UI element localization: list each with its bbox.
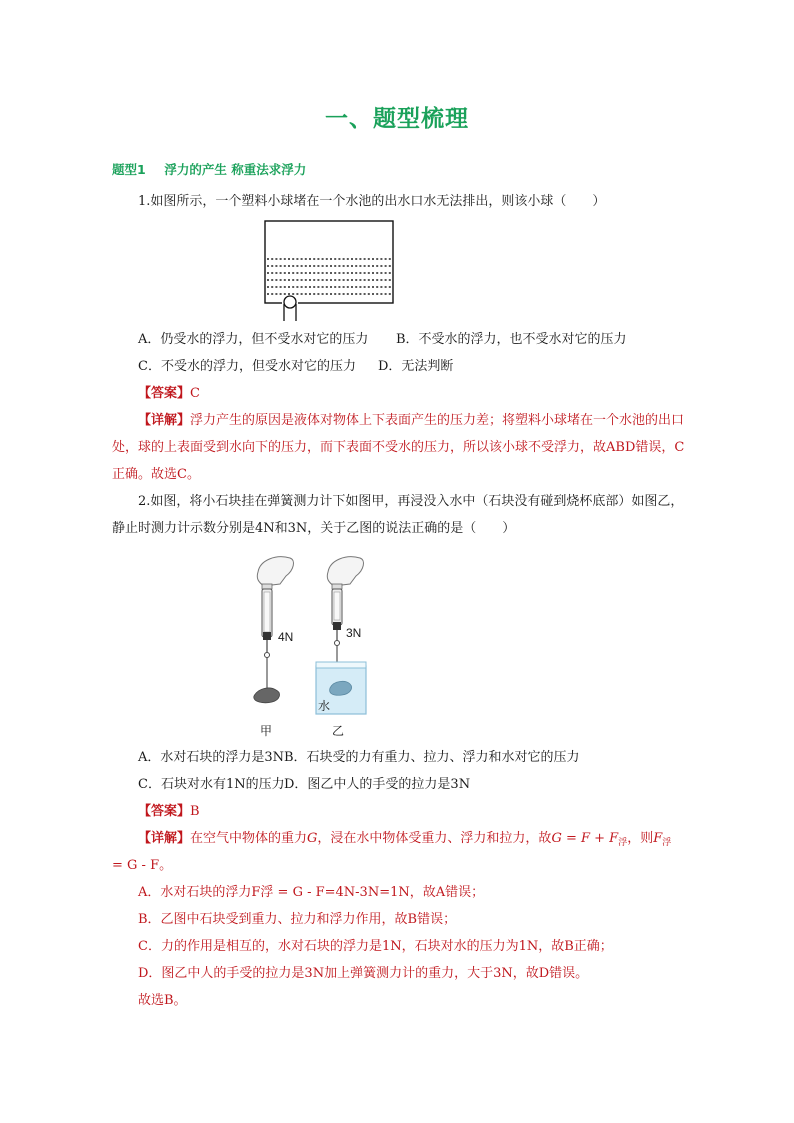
q2-detail-tag: 【详解】 [138, 831, 191, 846]
q2-detail-line1 [138, 829, 671, 853]
water-label: 水 [318, 699, 331, 713]
q2-answer-value: B [190, 804, 200, 819]
q1-detail-line1 [138, 411, 684, 431]
right-caption: 乙 [332, 724, 345, 738]
hand-right-icon [327, 557, 363, 586]
q2-options-cd [138, 775, 470, 795]
q1-figure-tank [262, 218, 396, 322]
q1-stem: 1.如图所示，一个塑料小球堵在一个水池的出水口水无法排出，则该小球（ ） [138, 194, 606, 209]
q2-option-d: D．图乙中人的手受的拉力是3N [284, 777, 471, 792]
q2-stem-line1: 2.如图，将小石块挂在弹簧测力计下如图甲，再浸没入水中（石块没有碰到烧杯底部）如图乙， [138, 494, 684, 509]
left-caption: 甲 [260, 724, 273, 738]
q2-option-c: C．石块对水有1N的压力 [138, 777, 285, 792]
q1-option-d: D．无法判断 [378, 359, 454, 374]
q1-options-ab [138, 330, 627, 350]
water-lines [267, 259, 391, 294]
q2-detail-a: A．水对石块的浮力F浮 = G - F=4N-3N=1N，故A错误； [138, 885, 485, 900]
q1-option-b: B．不受水的浮力，也不受水对它的压力 [396, 332, 627, 347]
right-reading: 3N [346, 626, 362, 640]
q2-stem-line2: 静止时测力计示数分别是4N和3N，关于乙图的说法正确的是（ ） [112, 521, 516, 536]
q2-conclusion: 故选B。 [138, 993, 187, 1008]
spring-scale-figure [240, 552, 380, 742]
q1-detail-tag: 【详解】 [138, 413, 191, 428]
section-text: 浮力的产生 称重法求浮力 [164, 162, 307, 177]
plastic-ball [284, 296, 296, 308]
q2-detail-text-b: ，浸在水中物体受重力、浮力和拉力，故 [317, 831, 552, 846]
q2-detail-d: D．图乙中人的手受的拉力是3N加上弹簧测力计的重力，大于3N，故D错误。 [138, 966, 589, 981]
q1-detail-line2: 处，球的上表面受到水向下的压力，而下表面不受水的压力，所以该小球不受浮力，故ABD错误，C [112, 440, 685, 455]
q1-detail-text1: 浮力产生的原因是液体对物体上下表面产生的压力差；将塑料小球堵在一个水池的出口 [190, 413, 685, 428]
tank-outline [265, 221, 393, 303]
q2-option-a: A．水对石块的浮力是3N [138, 750, 285, 765]
q2-detail-eq: G = F + F [551, 831, 619, 846]
q2-detail-line2: = G - F。 [112, 858, 173, 873]
page-title: 一、题型梳理 [325, 106, 469, 132]
section-heading [112, 160, 306, 178]
q1-answer-tag: 【答案】 [138, 386, 191, 401]
q1-option-a: A．仍受水的浮力，但不受水对它的压力 [138, 332, 369, 347]
q2-answer [138, 802, 200, 822]
q1-option-c: C．不受水的浮力，但受水对它的压力 [138, 359, 356, 374]
left-reading: 4N [278, 630, 294, 644]
q2-figure [240, 552, 380, 742]
q2-detail-sub: 浮 [618, 838, 628, 848]
q2-detail-text-c: ，则 [627, 831, 654, 846]
q2-detail-text-a: 在空气中物体的重力 [190, 831, 308, 846]
q1-answer [138, 384, 200, 404]
q2-detail-c: C．力的作用是相互的，水对石块的浮力是1N，石块对水的压力为1N，故B正确； [138, 939, 613, 954]
q1-options-cd [138, 357, 453, 377]
q2-detail-f: F [653, 831, 663, 846]
q2-detail-g: G [307, 831, 318, 846]
rock-left-icon [254, 688, 280, 703]
q2-option-b: B．石块受的力有重力、拉力、浮力和水对它的压力 [284, 750, 580, 765]
q2-detail-sub2: 浮 [662, 838, 672, 848]
q2-detail-b: B．乙图中石块受到重力、拉力和浮力作用，故B错误； [138, 912, 457, 927]
q1-detail-line3: 正确。故选C。 [112, 467, 200, 482]
q2-options-ab [138, 748, 580, 768]
q1-answer-value: C [190, 386, 200, 401]
q2-answer-tag: 【答案】 [138, 804, 191, 819]
section-label: 题型1 [112, 162, 146, 177]
hand-left-icon [257, 557, 293, 586]
